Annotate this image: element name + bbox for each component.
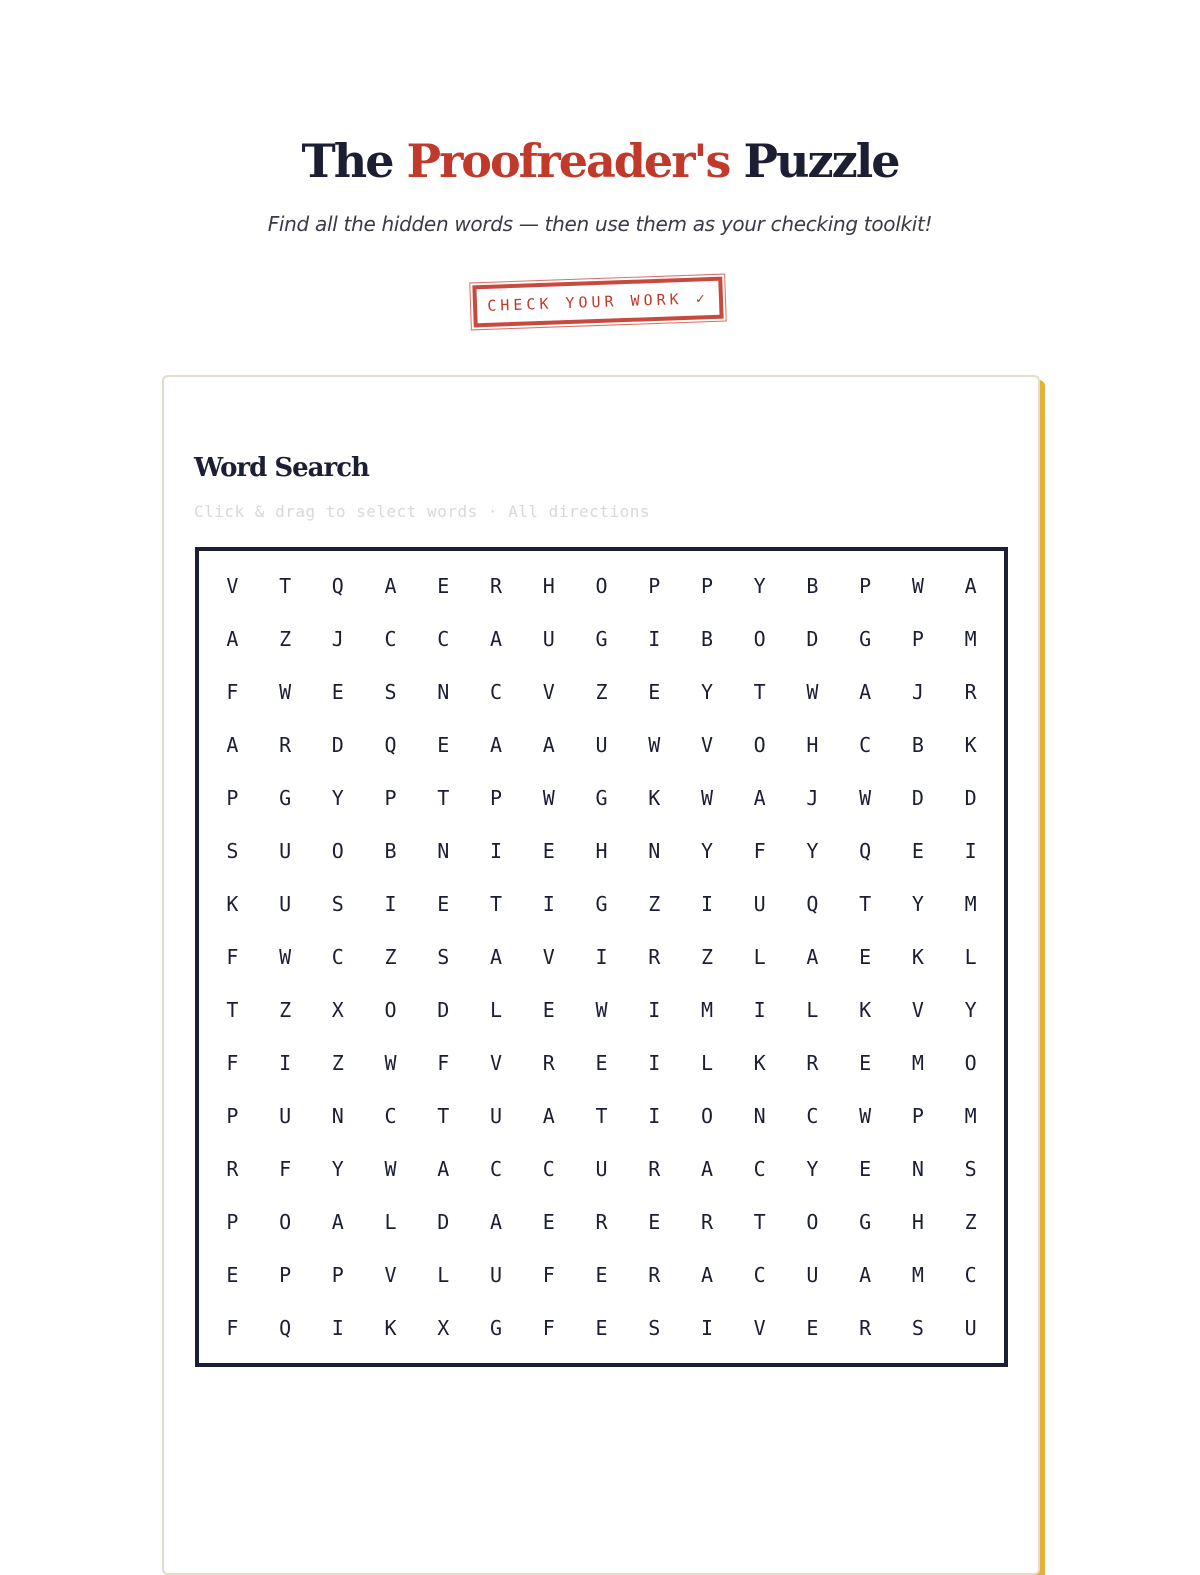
grid-cell[interactable]: U bbox=[806, 1262, 819, 1287]
grid-cell[interactable]: G bbox=[595, 786, 608, 811]
grid-cell[interactable]: U bbox=[964, 1315, 977, 1340]
grid-cell[interactable]: Z bbox=[648, 892, 661, 917]
grid-cell[interactable]: E bbox=[806, 1315, 819, 1340]
grid-cell[interactable]: U bbox=[490, 1103, 503, 1128]
grid-cell[interactable]: Z bbox=[279, 627, 292, 652]
grid-cell[interactable]: V bbox=[384, 1262, 397, 1287]
grid-cell[interactable]: E bbox=[542, 1209, 555, 1234]
grid-cell[interactable]: B bbox=[384, 839, 397, 864]
grid-cell[interactable]: O bbox=[279, 1209, 292, 1234]
grid-cell[interactable]: W bbox=[911, 574, 924, 599]
grid-cell[interactable]: W bbox=[384, 1156, 397, 1181]
grid-cell[interactable]: C bbox=[753, 1156, 766, 1181]
grid-cell[interactable]: Q bbox=[331, 574, 344, 599]
grid-cell[interactable]: P bbox=[911, 1103, 924, 1128]
grid-cell[interactable]: D bbox=[437, 1209, 450, 1234]
grid-cell[interactable]: F bbox=[226, 944, 239, 969]
page-subtitle: Find all the hidden words — then use them as your checking toolkit! bbox=[267, 212, 933, 236]
grid-cell[interactable]: H bbox=[911, 1209, 924, 1234]
grid-cell[interactable]: V bbox=[700, 733, 713, 758]
grid-cell[interactable]: R bbox=[700, 1209, 713, 1234]
grid-cell[interactable]: V bbox=[911, 997, 924, 1022]
word-search-title: Word Search bbox=[194, 453, 369, 483]
grid-cell[interactable]: X bbox=[437, 1315, 450, 1340]
grid-cell[interactable]: T bbox=[437, 1103, 450, 1128]
grid-cell[interactable]: R bbox=[859, 1315, 872, 1340]
grid-cell[interactable]: K bbox=[911, 944, 924, 969]
grid-cell[interactable]: F bbox=[226, 1050, 239, 1075]
grid-cell[interactable]: Y bbox=[911, 892, 924, 917]
grid-cell[interactable]: C bbox=[490, 1156, 503, 1181]
grid-cell[interactable]: I bbox=[964, 839, 977, 864]
grid-cell[interactable]: U bbox=[753, 892, 766, 917]
grid-cell[interactable]: I bbox=[542, 892, 555, 917]
grid-cell[interactable]: Z bbox=[964, 1209, 977, 1234]
grid-cell[interactable]: W bbox=[595, 997, 608, 1022]
grid-cell[interactable]: F bbox=[226, 680, 239, 705]
grid-cell[interactable]: V bbox=[753, 1315, 766, 1340]
grid-cell[interactable]: M bbox=[911, 1262, 924, 1287]
grid-cell[interactable]: E bbox=[648, 680, 661, 705]
grid-cell[interactable]: W bbox=[384, 1050, 397, 1075]
grid-cell[interactable]: P bbox=[279, 1262, 292, 1287]
grid-cell[interactable]: C bbox=[384, 1103, 397, 1128]
letter-grid[interactable] bbox=[195, 547, 1008, 1367]
page-title bbox=[0, 130, 1200, 192]
grid-cell[interactable]: C bbox=[753, 1262, 766, 1287]
grid-cell[interactable]: I bbox=[648, 1103, 661, 1128]
grid-cell[interactable]: A bbox=[331, 1209, 344, 1234]
grid-cell[interactable]: E bbox=[911, 839, 924, 864]
grid-cell[interactable]: Q bbox=[859, 839, 872, 864]
grid-cell[interactable]: W bbox=[279, 944, 292, 969]
grid-cell[interactable]: J bbox=[911, 680, 924, 705]
grid-cell[interactable]: U bbox=[279, 1103, 292, 1128]
grid-cell[interactable]: A bbox=[700, 1262, 713, 1287]
grid-cell[interactable]: B bbox=[911, 733, 924, 758]
grid-cell[interactable]: O bbox=[753, 627, 766, 652]
grid-cell[interactable]: W bbox=[859, 1103, 872, 1128]
grid-cell[interactable]: I bbox=[331, 1315, 344, 1340]
grid-cell[interactable]: Q bbox=[806, 892, 819, 917]
grid-cell[interactable]: A bbox=[700, 1156, 713, 1181]
grid-cell[interactable]: T bbox=[490, 892, 503, 917]
grid-cell[interactable]: A bbox=[753, 786, 766, 811]
grid-cell[interactable]: Y bbox=[331, 1156, 344, 1181]
grid-cell[interactable]: A bbox=[542, 1103, 555, 1128]
grid-cell[interactable]: E bbox=[595, 1050, 608, 1075]
grid-cell[interactable]: R bbox=[648, 1156, 661, 1181]
grid-cell[interactable]: F bbox=[753, 839, 766, 864]
grid-cell[interactable]: E bbox=[859, 1050, 872, 1075]
grid-cell[interactable]: G bbox=[279, 786, 292, 811]
grid-cell[interactable]: V bbox=[542, 944, 555, 969]
grid-cell[interactable]: V bbox=[542, 680, 555, 705]
grid-cell[interactable]: A bbox=[490, 627, 503, 652]
grid-cell[interactable]: W bbox=[279, 680, 292, 705]
grid-cell[interactable]: C bbox=[437, 627, 450, 652]
grid-cell[interactable]: I bbox=[648, 997, 661, 1022]
grid-cell[interactable]: M bbox=[964, 627, 977, 652]
grid-cell[interactable]: W bbox=[806, 680, 819, 705]
grid-cell[interactable]: P bbox=[226, 1209, 239, 1234]
grid-cell[interactable]: X bbox=[331, 997, 344, 1022]
grid-cell[interactable]: G bbox=[595, 892, 608, 917]
grid-cell[interactable]: K bbox=[753, 1050, 766, 1075]
grid-cell[interactable]: R bbox=[648, 1262, 661, 1287]
grid-cell[interactable]: G bbox=[595, 627, 608, 652]
grid-cell[interactable]: M bbox=[964, 1103, 977, 1128]
grid-cell[interactable]: F bbox=[542, 1262, 555, 1287]
grid-cell[interactable]: W bbox=[859, 786, 872, 811]
grid-cell[interactable]: H bbox=[806, 733, 819, 758]
grid-cell[interactable]: L bbox=[700, 1050, 713, 1075]
grid-cell[interactable]: C bbox=[542, 1156, 555, 1181]
grid-cell[interactable]: Y bbox=[806, 1156, 819, 1181]
grid-cell[interactable]: L bbox=[490, 997, 503, 1022]
grid-cell[interactable]: B bbox=[806, 574, 819, 599]
grid-cell[interactable]: A bbox=[490, 944, 503, 969]
grid-cell[interactable]: S bbox=[911, 1315, 924, 1340]
grid-cell[interactable]: D bbox=[806, 627, 819, 652]
grid-cell[interactable]: E bbox=[331, 680, 344, 705]
grid-cell[interactable]: S bbox=[648, 1315, 661, 1340]
grid-cell[interactable]: N bbox=[331, 1103, 344, 1128]
grid-cell[interactable]: P bbox=[859, 574, 872, 599]
grid-cell[interactable]: R bbox=[595, 1209, 608, 1234]
grid-cell[interactable]: D bbox=[964, 786, 977, 811]
grid-cell[interactable]: L bbox=[437, 1262, 450, 1287]
grid-cell[interactable]: Z bbox=[279, 997, 292, 1022]
grid-cell[interactable]: Z bbox=[331, 1050, 344, 1075]
grid-cell[interactable]: K bbox=[648, 786, 661, 811]
grid-cell[interactable]: C bbox=[859, 733, 872, 758]
grid-cell[interactable]: W bbox=[648, 733, 661, 758]
grid-cell[interactable]: U bbox=[279, 839, 292, 864]
title-word-proofreaders: Proofreader's bbox=[406, 134, 730, 188]
grid-cell[interactable]: E bbox=[859, 1156, 872, 1181]
grid-cell[interactable]: V bbox=[490, 1050, 503, 1075]
grid-cell[interactable]: L bbox=[384, 1209, 397, 1234]
grid-cell[interactable]: U bbox=[279, 892, 292, 917]
grid-cell[interactable]: T bbox=[437, 786, 450, 811]
title-word-puzzle: Puzzle bbox=[743, 134, 899, 188]
grid-cell[interactable]: R bbox=[226, 1156, 239, 1181]
grid-cell[interactable]: T bbox=[226, 997, 239, 1022]
grid-cell[interactable]: Q bbox=[384, 733, 397, 758]
grid-cell[interactable]: R bbox=[964, 680, 977, 705]
grid-cell[interactable]: J bbox=[331, 627, 344, 652]
grid-cell[interactable]: L bbox=[964, 944, 977, 969]
word-search-card bbox=[162, 375, 1040, 1575]
grid-cell[interactable]: P bbox=[490, 786, 503, 811]
grid-cell[interactable]: Y bbox=[700, 839, 713, 864]
grid-cell[interactable]: C bbox=[964, 1262, 977, 1287]
grid-cell[interactable]: A bbox=[859, 680, 872, 705]
grid-cell[interactable]: A bbox=[384, 574, 397, 599]
grid-cell[interactable]: P bbox=[384, 786, 397, 811]
grid-cell[interactable]: F bbox=[542, 1315, 555, 1340]
grid-cell[interactable]: Z bbox=[700, 944, 713, 969]
word-search-hint: Click & drag to select words · All directions bbox=[194, 502, 650, 521]
grid-cell[interactable]: B bbox=[700, 627, 713, 652]
grid-cell[interactable]: R bbox=[806, 1050, 819, 1075]
grid-cell[interactable]: I bbox=[648, 1050, 661, 1075]
grid-cell[interactable]: F bbox=[437, 1050, 450, 1075]
grid-cell[interactable]: I bbox=[648, 627, 661, 652]
grid-cell[interactable]: A bbox=[226, 733, 239, 758]
grid-cell[interactable]: P bbox=[648, 574, 661, 599]
grid-cell[interactable]: C bbox=[331, 944, 344, 969]
grid-cell[interactable]: E bbox=[437, 733, 450, 758]
grid-cell[interactable]: H bbox=[595, 839, 608, 864]
grid-cell[interactable]: C bbox=[384, 627, 397, 652]
grid-cell[interactable]: E bbox=[542, 997, 555, 1022]
grid-cell[interactable]: E bbox=[595, 1262, 608, 1287]
grid-cell[interactable]: O bbox=[384, 997, 397, 1022]
grid-cell[interactable]: D bbox=[331, 733, 344, 758]
grid-cell[interactable]: F bbox=[279, 1156, 292, 1181]
grid-cell[interactable]: P bbox=[226, 786, 239, 811]
grid-cell[interactable]: T bbox=[753, 1209, 766, 1234]
grid-cell[interactable]: M bbox=[911, 1050, 924, 1075]
grid-cell[interactable]: T bbox=[859, 892, 872, 917]
grid-cell[interactable]: W bbox=[542, 786, 555, 811]
grid-cell[interactable]: G bbox=[490, 1315, 503, 1340]
grid-cell[interactable]: Y bbox=[700, 680, 713, 705]
grid-cell[interactable]: E bbox=[648, 1209, 661, 1234]
grid-cell[interactable]: I bbox=[279, 1050, 292, 1075]
grid-cell[interactable]: I bbox=[384, 892, 397, 917]
grid-cell[interactable]: P bbox=[911, 627, 924, 652]
grid-cell[interactable]: Q bbox=[279, 1315, 292, 1340]
grid-cell[interactable]: I bbox=[700, 892, 713, 917]
grid-cell[interactable]: K bbox=[384, 1315, 397, 1340]
title-word-the: The bbox=[301, 134, 393, 188]
grid-cell[interactable]: N bbox=[437, 839, 450, 864]
grid-cell[interactable]: I bbox=[595, 944, 608, 969]
grid-cell[interactable]: T bbox=[279, 574, 292, 599]
grid-cell[interactable]: P bbox=[226, 1103, 239, 1128]
grid-cell[interactable]: I bbox=[753, 997, 766, 1022]
grid-cell[interactable]: I bbox=[490, 839, 503, 864]
grid-cell[interactable]: U bbox=[595, 1156, 608, 1181]
grid-cell[interactable]: R bbox=[490, 574, 503, 599]
grid-cell[interactable]: O bbox=[700, 1103, 713, 1128]
page-header bbox=[0, 130, 1200, 236]
grid-cell[interactable]: U bbox=[542, 627, 555, 652]
grid-cell[interactable]: S bbox=[437, 944, 450, 969]
grid-cell[interactable]: Z bbox=[384, 944, 397, 969]
grid-cell[interactable]: C bbox=[806, 1103, 819, 1128]
grid-cell[interactable]: Y bbox=[331, 786, 344, 811]
grid-cell[interactable]: M bbox=[700, 997, 713, 1022]
grid-cell[interactable]: A bbox=[859, 1262, 872, 1287]
grid-cell[interactable]: K bbox=[226, 892, 239, 917]
grid-cell[interactable]: E bbox=[226, 1262, 239, 1287]
grid-cell[interactable]: N bbox=[648, 839, 661, 864]
grid-cell[interactable]: R bbox=[648, 944, 661, 969]
grid-cell[interactable]: Y bbox=[753, 574, 766, 599]
grid-cell[interactable]: G bbox=[859, 1209, 872, 1234]
grid-cell[interactable]: Y bbox=[964, 997, 977, 1022]
grid-cell[interactable]: O bbox=[331, 839, 344, 864]
grid-cell[interactable]: E bbox=[542, 839, 555, 864]
grid-cell[interactable]: M bbox=[964, 892, 977, 917]
grid-cell[interactable]: T bbox=[595, 1103, 608, 1128]
grid-cell[interactable]: S bbox=[964, 1156, 977, 1181]
grid-cell[interactable]: A bbox=[542, 733, 555, 758]
grid-cell[interactable]: F bbox=[226, 1315, 239, 1340]
grid-cell[interactable]: Y bbox=[806, 839, 819, 864]
grid-cell[interactable]: K bbox=[964, 733, 977, 758]
grid-cell[interactable]: O bbox=[806, 1209, 819, 1234]
grid-cell[interactable]: N bbox=[437, 680, 450, 705]
grid-cell[interactable]: E bbox=[437, 892, 450, 917]
grid-cell[interactable]: W bbox=[700, 786, 713, 811]
grid-cell[interactable]: A bbox=[226, 627, 239, 652]
grid-cell[interactable]: O bbox=[595, 574, 608, 599]
grid-cell[interactable]: L bbox=[753, 944, 766, 969]
grid-cell[interactable]: D bbox=[437, 997, 450, 1022]
grid-cell[interactable]: K bbox=[859, 997, 872, 1022]
grid-cell[interactable]: C bbox=[490, 680, 503, 705]
grid-cell[interactable]: O bbox=[964, 1050, 977, 1075]
grid-cell[interactable]: N bbox=[911, 1156, 924, 1181]
grid-cell[interactable]: Z bbox=[595, 680, 608, 705]
grid-cell[interactable]: U bbox=[595, 733, 608, 758]
grid-cell[interactable]: G bbox=[859, 627, 872, 652]
grid-cell[interactable]: I bbox=[700, 1315, 713, 1340]
check-your-work-button[interactable]: CHECK YOUR WORK ✓ bbox=[472, 277, 723, 328]
grid-cell[interactable]: R bbox=[279, 733, 292, 758]
grid-cell[interactable]: V bbox=[226, 574, 239, 599]
grid-cell[interactable]: A bbox=[964, 574, 977, 599]
grid-cell[interactable]: S bbox=[331, 892, 344, 917]
grid-cell[interactable]: P bbox=[700, 574, 713, 599]
grid-cell[interactable]: H bbox=[542, 574, 555, 599]
grid-cell[interactable]: S bbox=[384, 680, 397, 705]
grid-cell[interactable]: A bbox=[490, 1209, 503, 1234]
grid-cell[interactable]: A bbox=[437, 1156, 450, 1181]
grid-cell[interactable]: P bbox=[331, 1262, 344, 1287]
grid-cell[interactable]: R bbox=[542, 1050, 555, 1075]
grid-cell[interactable]: L bbox=[806, 997, 819, 1022]
grid-cell[interactable]: T bbox=[753, 680, 766, 705]
grid-cell[interactable]: N bbox=[753, 1103, 766, 1128]
grid-cell[interactable]: S bbox=[226, 839, 239, 864]
grid-cell[interactable]: A bbox=[806, 944, 819, 969]
grid-cell[interactable]: D bbox=[911, 786, 924, 811]
grid-cell[interactable]: E bbox=[859, 944, 872, 969]
grid-cell[interactable]: E bbox=[437, 574, 450, 599]
grid-cell[interactable]: J bbox=[806, 786, 819, 811]
grid-cell[interactable]: O bbox=[753, 733, 766, 758]
grid-cell[interactable]: E bbox=[595, 1315, 608, 1340]
grid-cell[interactable]: A bbox=[490, 733, 503, 758]
grid-cell[interactable]: U bbox=[490, 1262, 503, 1287]
